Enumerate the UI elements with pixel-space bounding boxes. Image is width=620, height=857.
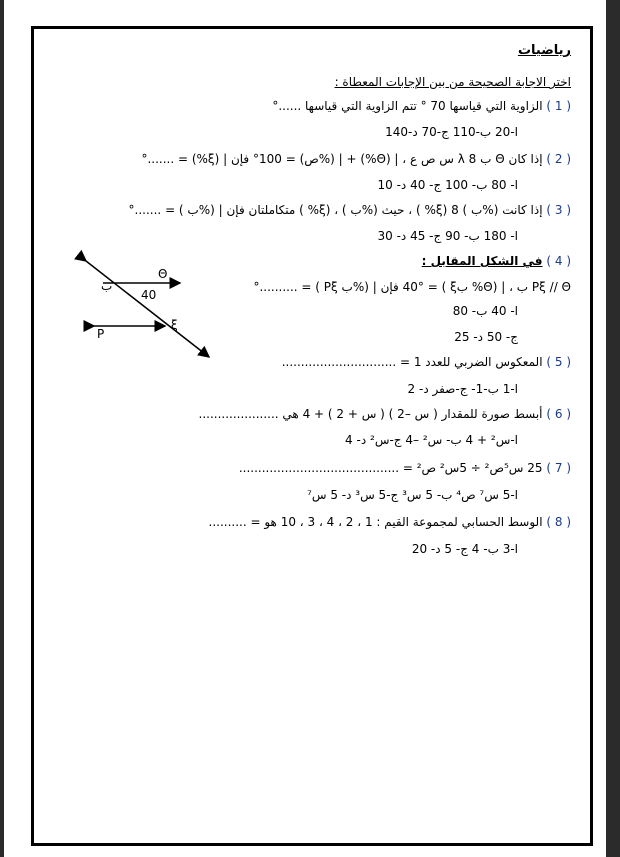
answers-5: ا-1 ب-1- ج-صفر د- 2	[407, 382, 518, 396]
answers-6: ا-س² + 4 ب- س² –4 ج-س² د- 4	[345, 433, 518, 447]
instructions: اختر الاجابة الصحيحة من بين الإجابات المعطاة :	[334, 75, 571, 89]
answers-4a: ا- 40 ب- 80	[452, 304, 518, 318]
answers-1: ا-20 ب-110 ج-70 د-140	[385, 125, 518, 139]
question-number: ( 6 )	[546, 407, 571, 421]
answers-8: ا-3 ب- 4 ج- 5 د- 20	[411, 542, 518, 556]
theta-label: Θ	[158, 267, 168, 281]
question-number: ( 1 )	[546, 99, 571, 113]
question-4-text: Pξ // Θ ب ، | (Θ% بξ ) = 40° فإن | (%ب Pξ ) = ..........°	[253, 280, 571, 294]
answers-7: ا-5 س⁷ ص⁴ ب- 5 س³ ج-5 س³ د- 5 س⁷	[307, 488, 518, 502]
question-number: ( 7 )	[546, 461, 571, 475]
angle-40-label: 40	[141, 288, 157, 302]
question-number: ( 8 )	[546, 515, 571, 529]
xi-label: ξ	[171, 318, 178, 332]
question-number: ( 5 )	[546, 355, 571, 369]
question-text: 25 س⁵ص² ÷ 5س² ص² = ..........................................	[238, 461, 543, 475]
question-text: الزاوية التي قياسها 70 ° تتم الزاوية التي قياسها ......°	[272, 99, 543, 113]
question-text: في الشكل المقابل :	[421, 254, 543, 268]
question-number: ( 4 )	[546, 254, 571, 268]
point-b-label: ب	[101, 279, 113, 293]
question-number: ( 2 )	[546, 152, 571, 166]
question-text: إذا كان Θ ب λ 8 س ص ع ، | (Θ%) + | (%ص) = 100° فإن | (ξ%) = .......°	[141, 152, 543, 166]
answers-2: ا- 80 ب- 100 ج- 40 د- 10	[377, 178, 518, 192]
point-p-label: P	[97, 327, 105, 341]
page-title: رياضيات	[517, 43, 571, 58]
question-number: ( 3 )	[546, 203, 571, 217]
question-text: المعكوس الضربي للعدد 1 = ..............................	[281, 355, 543, 369]
question-text: أبسط صورة للمقدار ( س –2 ) ( س + 2 ) + 4 هي .....................	[198, 407, 543, 421]
question-text: الوسط الحسابي لمجموعة القيم : 1 ، 2 ، 4 ، 3 ، 10 هو = ..........	[208, 515, 543, 529]
answers-4b: ج- 50 د- 25	[454, 330, 518, 344]
question-text: إذا كانت (%ب ) 8 (ξ% ) ، حيث (%ب ) ، (ξ% ) متكاملتان فإن | (%ب ) = .......°	[128, 203, 543, 217]
answers-3: ا- 180 ب- 90 ج- 45 د- 30	[377, 229, 518, 243]
transversal-line	[86, 261, 209, 357]
